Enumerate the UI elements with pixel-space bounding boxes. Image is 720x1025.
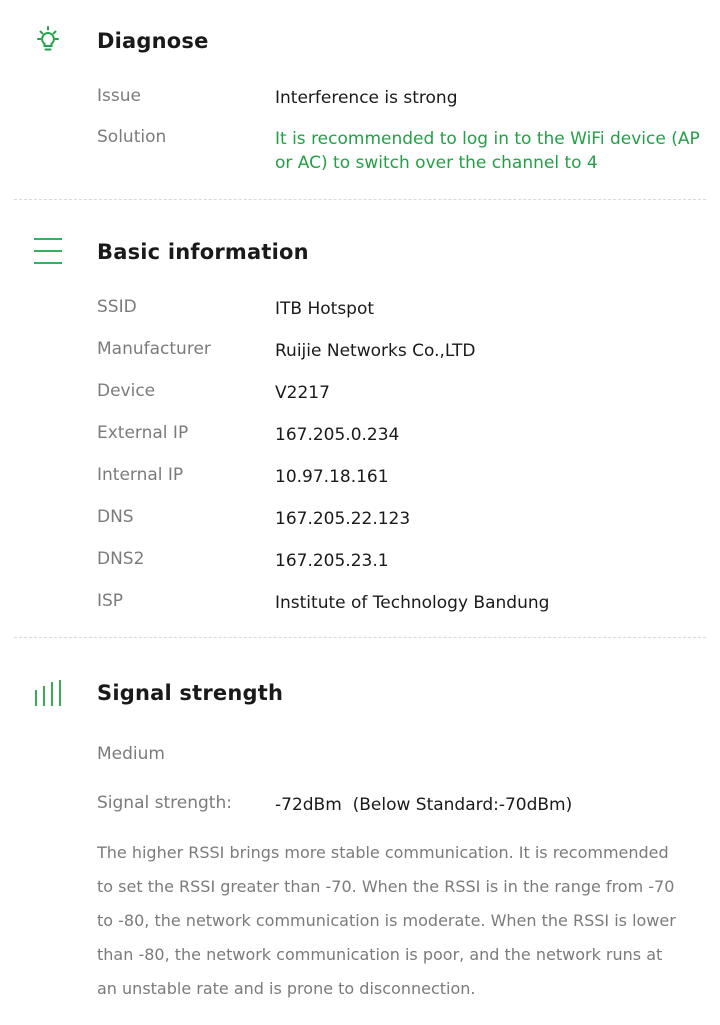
- dns-label: DNS: [97, 507, 134, 527]
- manufacturer-value: Ruijie Networks Co.,LTD: [275, 341, 476, 361]
- section-divider: [14, 199, 706, 200]
- signal-strength-value: -72dBm (Below Standard:-70dBm): [275, 795, 573, 815]
- solution-label: Solution: [97, 127, 167, 147]
- ssid-value: ITB Hotspot: [275, 299, 375, 319]
- signal-title: Signal strength: [97, 681, 284, 705]
- signal-strength-label: Signal strength:: [97, 793, 232, 813]
- manufacturer-label: Manufacturer: [97, 339, 211, 359]
- device-value: V2217: [275, 383, 330, 403]
- isp-label: ISP: [97, 591, 124, 611]
- menu-lines-icon: [32, 236, 64, 268]
- dns2-label: DNS2: [97, 549, 145, 569]
- dns-value: 167.205.22.123: [275, 509, 411, 529]
- ssid-label: SSID: [97, 297, 137, 317]
- diagnose-title: Diagnose: [97, 29, 209, 53]
- external-ip-value: 167.205.0.234: [275, 425, 400, 445]
- isp-value: Institute of Technology Bandung: [275, 593, 550, 613]
- signal-bars-icon: [32, 678, 64, 710]
- issue-value: Interference is strong: [275, 88, 458, 108]
- section-divider: [14, 637, 706, 638]
- device-label: Device: [97, 381, 156, 401]
- issue-label: Issue: [97, 86, 141, 106]
- internal-ip-label: Internal IP: [97, 465, 184, 485]
- basic-info-title: Basic information: [97, 240, 309, 264]
- signal-level: Medium: [97, 744, 165, 764]
- signal-description: The higher RSSI brings more stable communication. It is recommended to set the RSSI greater than -70. When the RSSI is in the range from -70 to -80, the network communication is moderate. When the RSSI is lower than -80, the network communication is poor, and the network runs at an unstable rate and is prone to disconnection.: [97, 843, 676, 998]
- solution-value: It is recommended to log in to the WiFi device (AP or AC) to switch over the channel to 4: [275, 129, 700, 173]
- internal-ip-value: 10.97.18.161: [275, 467, 389, 487]
- lightbulb-icon: [32, 24, 64, 56]
- external-ip-label: External IP: [97, 423, 189, 443]
- dns2-value: 167.205.23.1: [275, 551, 389, 571]
